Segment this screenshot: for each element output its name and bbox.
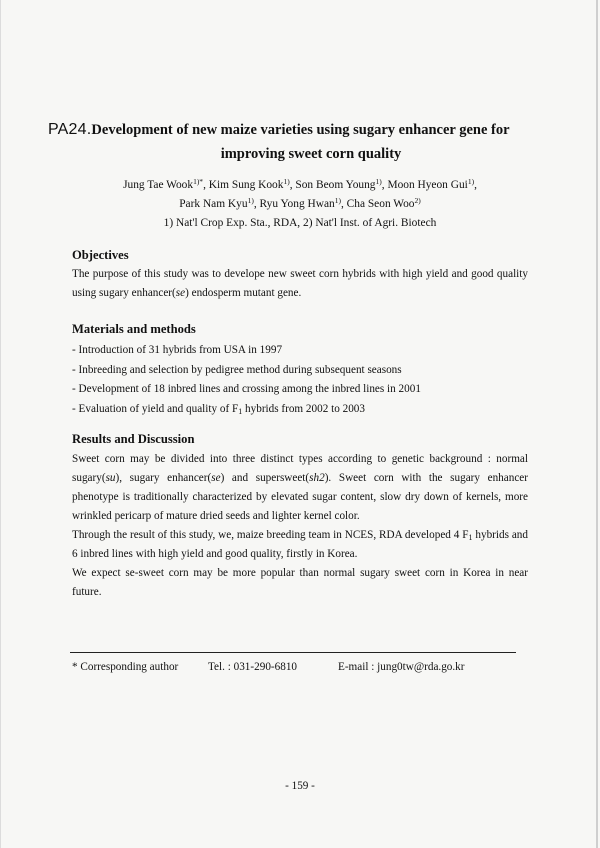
- affiliations: 1) Nat'l Crop Exp. Sta., RDA, 2) Nat'l Inst. of Agri. Biotech: [163, 217, 437, 229]
- author-name: Moon Hyeon Gui: [387, 179, 468, 191]
- results-text-part: ). Sweet corn with the sugary enhancer phenotype is traditionally characterized by elevated sugar content, slow dry down of kernels, more wrinkled pericarp of mature dried seeds and lighter kernel color.: [72, 472, 528, 522]
- results-text-part: Sweet corn may be divided into three distinct types according to genetic background : normal sugary(: [72, 453, 528, 484]
- methods-list: [72, 341, 528, 419]
- results-text-part: ), sugary enhancer(: [115, 472, 212, 484]
- title-text-1: Development of new maize varieties using sugary enhancer gene for: [91, 122, 510, 138]
- author-mark: 1): [283, 177, 290, 186]
- results-paragraph-1: [72, 450, 528, 526]
- title-line-1: [48, 119, 568, 141]
- methods-heading: Materials and methods: [72, 322, 196, 336]
- results-paragraph-3: We expect se-sweet corn may be more popular than normal sugary sweet corn in Korea in near future.: [72, 567, 528, 598]
- results-text-part: hybrids and 6 inbred lines with high yield and good quality, firstly in Korea.: [72, 529, 528, 560]
- email: E-mail : jung0tw@rda.go.kr: [338, 661, 465, 673]
- list-item: - Development of 18 inbred lines and crossing among the inbred lines in 2001: [72, 383, 421, 395]
- objectives-text-part: The purpose of this study was to develope new sweet corn hybrids with high yield and good quality using sugary enhancer(: [72, 268, 528, 299]
- author-list: [60, 176, 540, 233]
- list-item-part: - Evaluation of yield and quality of F: [72, 402, 239, 415]
- gene-symbol: se: [211, 472, 221, 484]
- objectives-text: [72, 265, 528, 303]
- author-name: Jung Tae Wook: [123, 179, 194, 191]
- author-line-2: Park Nam Kyu$^{1)}$, Ryu Yong Hwan$^{1)}$, Cha Seon Woo$^{2)}$: [179, 196, 421, 210]
- page-edge-left: [0, 0, 1, 848]
- telephone: Tel. : 031-290-6810: [208, 661, 298, 673]
- author-line-1: Jung Tae Wook$^{1)*}$, Kim Sung Kook$^{1)}$, Son Beom Young$^{1)}$, Moon Hyeon Gui$^{1)}$,: [123, 177, 477, 191]
- author-mark: 1): [247, 196, 254, 205]
- results-paragraph-2: [72, 526, 528, 564]
- paper-code: PA24.: [48, 121, 92, 138]
- list-item-part: hybrids from 2002 to 2003: [242, 402, 365, 415]
- list-item: - Introduction of 31 hybrids from USA in 1997: [72, 344, 283, 356]
- page-number: - 159 -: [285, 780, 315, 792]
- page-edge-right: [596, 0, 598, 848]
- author-name: Cha Seon Woo: [346, 198, 415, 210]
- objectives-gene-symbol: se: [175, 287, 186, 299]
- author-name: Son Beom Young: [295, 179, 376, 191]
- objectives-text-part: ) endosperm mutant gene.: [185, 287, 302, 299]
- author-name: Park Nam Kyu: [179, 198, 248, 210]
- author-name: Kim Sung Kook: [208, 179, 284, 191]
- corresponding-author-label: * Corresponding author: [72, 661, 179, 673]
- gene-symbol: sh2: [309, 472, 325, 484]
- author-mark: 1): [467, 177, 475, 186]
- list-item-subscript: 1: [238, 406, 243, 416]
- list-item: - Inbreeding and selection by pedigree method during subsequent seasons: [72, 363, 402, 376]
- results-subscript: 1: [468, 533, 473, 542]
- results-text-part: ) and supersweet(: [220, 472, 310, 484]
- footer-rule: [70, 652, 516, 653]
- results-heading: Results and Discussion: [72, 432, 195, 446]
- list-item: [72, 400, 528, 420]
- title-line-2: improving sweet corn quality: [220, 146, 402, 162]
- author-mark: 1)*: [193, 177, 204, 186]
- gene-symbol: su: [105, 472, 116, 484]
- author-mark: 1): [334, 196, 341, 205]
- author-mark: 1): [375, 177, 382, 186]
- author-mark: 2): [414, 196, 421, 205]
- objectives-heading: Objectives: [72, 248, 129, 262]
- paper-title: [48, 119, 568, 165]
- footnote: [72, 661, 532, 673]
- author-name: Ryu Yong Hwan: [259, 198, 335, 210]
- results-text-part: Through the result of this study, we, maize breeding team in NCES, RDA developed 4 F: [72, 529, 469, 541]
